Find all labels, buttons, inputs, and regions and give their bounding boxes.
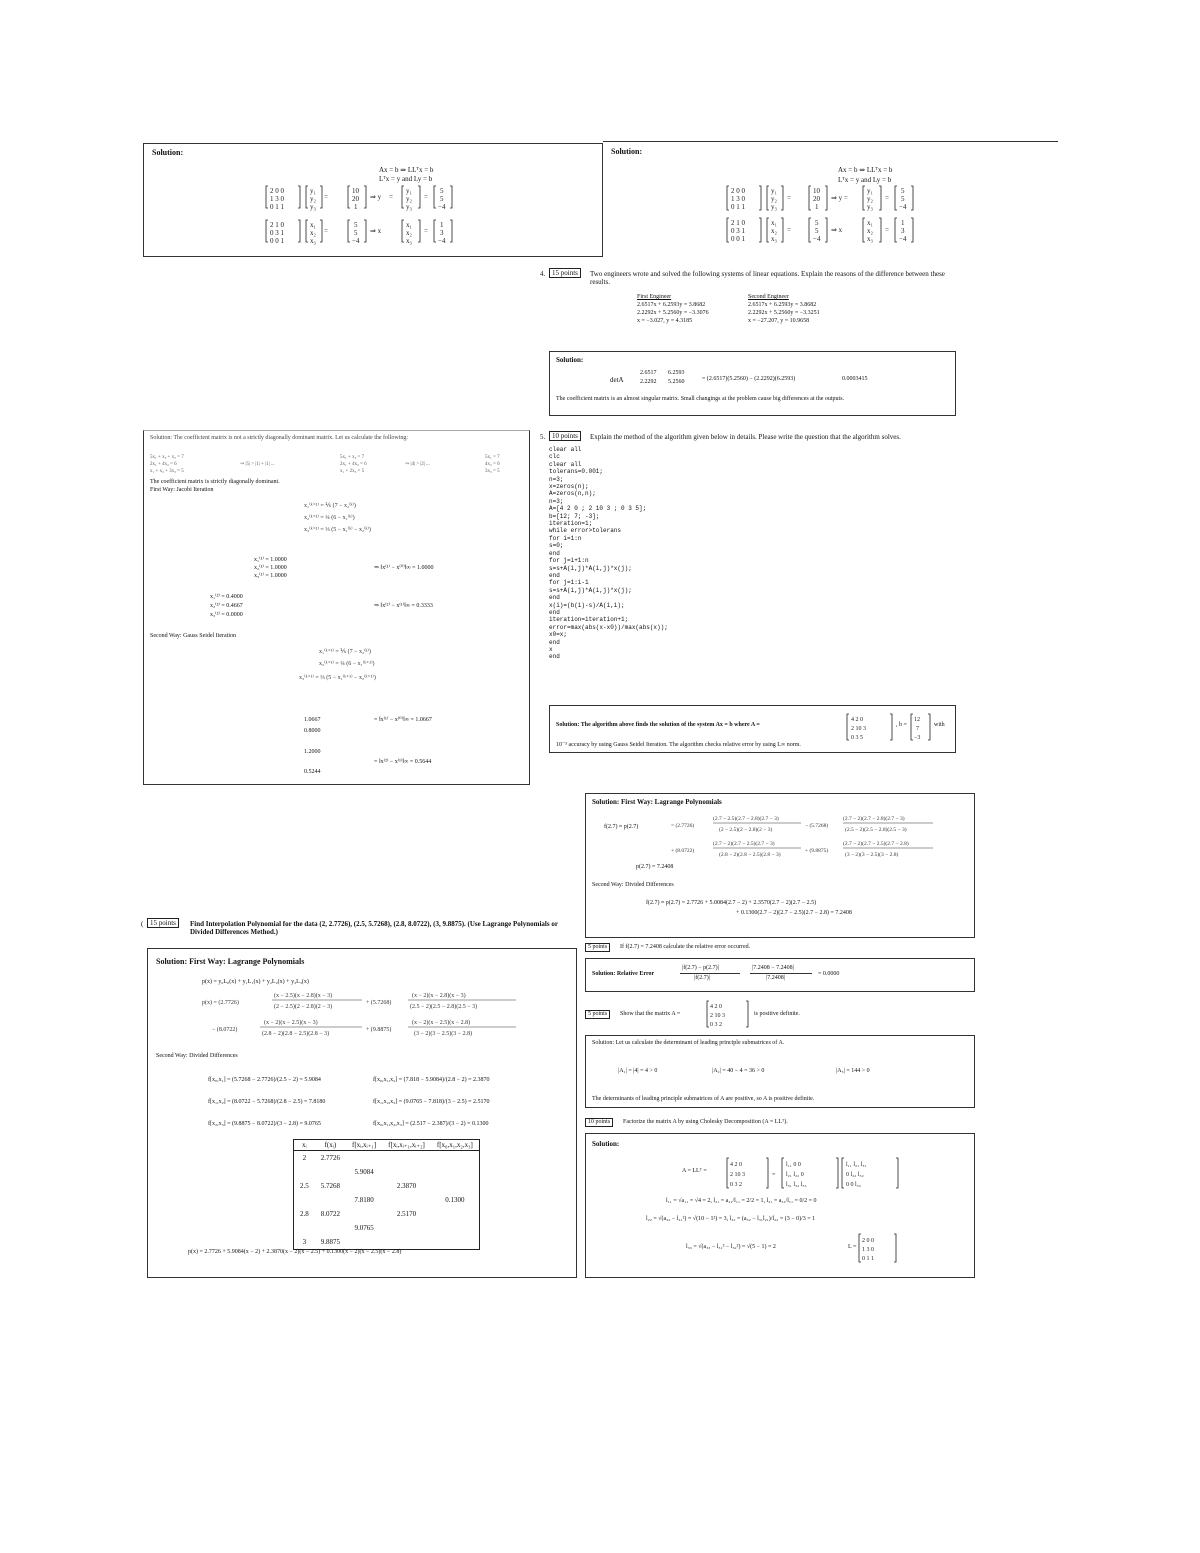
svg-text:⇒ |5| > |1| + |1| ...: ⇒ |5| > |1| + |1| ... — [240, 462, 275, 467]
svg-text:+ (8.0722): + (8.0722) — [671, 848, 695, 854]
svg-text:l₁₁ 0 0: l₁₁ 0 0 — [786, 1162, 801, 1168]
svg-text:⇒ x: ⇒ x — [831, 226, 843, 234]
svg-text:0 1 1: 0 1 1 — [270, 203, 284, 211]
equation-line: Lᵀx = y and Ly = b — [379, 175, 433, 183]
approx-label: f(2.7) ≈ p(2.7) — [604, 824, 639, 830]
svg-text:x₁⁽ᵏ⁺¹⁾ = ⅕ (7 − x₂⁽ᵏ⁾): x₁⁽ᵏ⁺¹⁾ = ⅕ (7 − x₂⁽ᵏ⁾) — [304, 503, 356, 509]
gs-value: 0.8000 — [304, 728, 321, 734]
svg-text:y₃: y₃ — [406, 203, 412, 211]
note-text: The coefficient matrix is strictly diagonally dominant. — [150, 479, 280, 485]
table-cell: 2.5 — [300, 1182, 309, 1190]
svg-text:−4: −4 — [352, 237, 360, 245]
svg-text:−4: −4 — [899, 235, 907, 243]
l-matrix — [858, 1232, 900, 1266]
svg-text:y₂: y₂ — [310, 195, 316, 203]
svg-text:1: 1 — [815, 203, 819, 211]
fraction-bar — [750, 973, 812, 974]
matrix-a — [846, 712, 896, 744]
svg-text:−3: −3 — [914, 735, 921, 741]
svg-text:=: = — [885, 226, 889, 234]
svg-text:(3 − 2)(3 − 2.5)(3 − 2.8): (3 − 2)(3 − 2.5)(3 − 2.8) — [845, 852, 899, 858]
matrix-entry: 2.2292 — [640, 379, 657, 385]
svg-text:5x₁ + x₂ + x₃ = 7: 5x₁ + x₂ + x₃ = 7 — [150, 455, 184, 460]
svg-text:2 0 0: 2 0 0 — [270, 187, 284, 195]
iterate-value: x₃⁽¹⁾ = 1.0000 — [254, 573, 287, 579]
second-way-heading: Second Way: Divided Differences — [592, 882, 674, 888]
question-text: Two engineers wrote and solved the following systems of linear equations. Explain the reasons of the difference between these results. — [590, 270, 945, 286]
svg-text:x₃: x₃ — [310, 237, 316, 245]
svg-text:y₂: y₂ — [771, 195, 777, 203]
svg-text:5: 5 — [901, 187, 905, 195]
question-number: 5. — [540, 433, 546, 441]
svg-text:20: 20 — [813, 195, 820, 203]
matrix-a — [706, 999, 750, 1031]
table-cell: 7.8180 — [354, 1196, 374, 1204]
table-cell: 5.7268 — [320, 1182, 340, 1190]
svg-text:x₂⁽ᵏ⁺¹⁾ = ¼ (6 − x₁⁽ᵏ⁾): x₂⁽ᵏ⁺¹⁾ = ¼ (6 − x₁⁽ᵏ⁾) — [304, 515, 355, 521]
matrix-equations — [264, 182, 484, 257]
svg-text:+ (9.8875): + (9.8875) — [805, 848, 829, 854]
divided-difference: f[x₀,x₁] = (5.7268 − 2.7726)/(2.5 − 2) = 5.9084 — [208, 1077, 321, 1083]
table-cell: 5.9084 — [354, 1168, 374, 1176]
lagrange-right-panel — [585, 793, 975, 938]
svg-text:1: 1 — [354, 203, 358, 211]
jacobi-formulas — [304, 499, 484, 535]
svg-text:x₂: x₂ — [771, 227, 777, 235]
question-text: Explain the method of the algorithm given below in details. Please write the question that the algorithm solves. — [590, 433, 901, 441]
svg-text:x₁ + x₂ + 3x₃ = 5: x₁ + x₂ + 3x₃ = 5 — [150, 469, 184, 474]
solution-heading: Solution: — [592, 1140, 620, 1148]
svg-text:5x₁ = 7: 5x₁ = 7 — [485, 455, 500, 460]
gauss-seidel-formulas — [299, 645, 499, 685]
cholesky-panel — [585, 1133, 975, 1278]
svg-text:⇒ y: ⇒ y — [370, 193, 382, 201]
relative-error-panel — [585, 958, 975, 992]
svg-text:1 3 0: 1 3 0 — [731, 195, 745, 203]
table-cell: 2 — [302, 1154, 307, 1162]
table-header: f[x₀,x₁,x₂,x₃] — [431, 1140, 480, 1151]
table-cell: 8.0722 — [320, 1210, 340, 1218]
positive-definite-panel — [585, 1035, 975, 1108]
svg-text:2x₁ + 4x₂ = 6: 2x₁ + 4x₂ = 6 — [150, 462, 177, 467]
svg-text:1: 1 — [440, 221, 444, 229]
iterate-value: x₂⁽¹⁾ = 1.0000 — [254, 565, 287, 571]
svg-text:y₁: y₁ — [310, 187, 316, 195]
norm-value: ⇒ ‖x⁽²⁾ − x⁽¹⁾‖∞ = 0.3333 — [374, 603, 433, 609]
l-entries: l₁₁ = √a₁₁ = √4 = 2, l₂₁ = a₂₁/l₁₁ = 2/2 = 1, l₃₁ = a₃₁/l₁₁ = 0/2 = 0 — [666, 1198, 817, 1204]
svg-text:p(x) = (2.7726): p(x) = (2.7726) — [202, 1000, 239, 1006]
svg-text:(x − 2)(x − 2.5)(x − 2.8): (x − 2)(x − 2.5)(x − 2.8) — [412, 1020, 471, 1026]
svg-text:2 10 3: 2 10 3 — [851, 726, 866, 732]
norm-value: = ‖x⁽¹⁾ − x⁽⁰⁾‖∞ = 1.0667 — [374, 717, 432, 723]
table-cell: 9.8875 — [320, 1238, 340, 1246]
svg-text:2 1 0: 2 1 0 — [270, 221, 284, 229]
svg-text:(2.7 − 2)(2.7 − 2.5)(2.7 − 2.8: (2.7 − 2)(2.7 − 2.5)(2.7 − 2.8) — [843, 841, 909, 847]
svg-text:(2.7 − 2)(2.7 − 2.8)(2.7 − 3): (2.7 − 2)(2.7 − 2.8)(2.7 − 3) — [843, 816, 905, 822]
svg-text:2 0 0: 2 0 0 — [862, 1238, 874, 1244]
svg-text:x₁: x₁ — [867, 219, 873, 227]
svg-text:(x − 2)(x − 2.5)(x − 3): (x − 2)(x − 2.5)(x − 3) — [264, 1020, 318, 1026]
svg-text:(2 − 2.5)(2 − 2.8)(2 − 3): (2 − 2.5)(2 − 2.8)(2 − 3) — [274, 1004, 333, 1010]
svg-text:1 3 0: 1 3 0 — [862, 1247, 874, 1253]
svg-text:(2 − 2.5)(2 − 2.8)(2 − 3): (2 − 2.5)(2 − 2.8)(2 − 3) — [719, 827, 773, 833]
det-label: detA — [610, 376, 624, 384]
svg-text:0 3 2: 0 3 2 — [730, 1182, 742, 1188]
gs-value: 1.2000 — [304, 749, 321, 755]
table-header: f[xᵢ,xᵢ₊₁,xᵢ₊₂] — [382, 1140, 431, 1151]
table-row — [294, 1165, 480, 1179]
solution-panel-top-right — [603, 141, 1058, 253]
svg-text:y₃: y₃ — [310, 203, 316, 211]
table-cell: 3 — [302, 1238, 307, 1246]
svg-text:5: 5 — [815, 219, 819, 227]
svg-text:=: = — [885, 194, 889, 202]
question-text: Show that the matrix A = — [620, 1011, 681, 1017]
lagrange-expansion — [202, 989, 562, 1041]
det-value: 0.0003415 — [842, 376, 868, 382]
matrix-equations — [725, 182, 945, 253]
dd-line: + 0.1300(2.7 − 2)(2.7 − 2.5)(2.7 − 2.8) = 7.2408 — [736, 910, 852, 916]
engineer-title: Second Engineer — [748, 294, 789, 300]
question-text: If f(2.7) = 7.2408 calculate the relative error occurred. — [620, 944, 751, 950]
table-row — [294, 1221, 480, 1235]
equation-line: 2.6517x + 6.2593y = 3.8682 — [748, 302, 817, 308]
svg-text:=: = — [787, 226, 791, 234]
svg-text:7: 7 — [916, 726, 919, 732]
conclusion-text: The determinants of leading principle submatrices of A are positive, so A is positive definite. — [592, 1096, 815, 1102]
svg-text:⇒ |4| > |2| ...: ⇒ |4| > |2| ... — [405, 462, 430, 467]
gs-value: 0.5244 — [304, 769, 321, 775]
svg-text:+ (5.7268): + (5.7268) — [366, 1000, 392, 1006]
svg-text:=: = — [324, 227, 328, 235]
interpolation-panel — [147, 948, 577, 1278]
svg-text:1: 1 — [901, 219, 905, 227]
equation-line: 2.6517x + 6.2593y = 3.8682 — [637, 302, 706, 308]
svg-text:2 1 0: 2 1 0 — [731, 219, 745, 227]
table-row — [294, 1151, 480, 1166]
matrix-entry: 6.2593 — [668, 370, 685, 376]
points-badge: 15 points — [549, 268, 581, 278]
svg-text:4 2 0: 4 2 0 — [851, 717, 863, 723]
divided-difference-table — [293, 1139, 480, 1250]
points-badge: 10 points — [585, 1118, 613, 1127]
p-definition: p(x) = y₀L₀(x) + y₁L₁(x) + y₂L₂(x) + y₃L₃(x) — [202, 979, 309, 985]
svg-text:12: 12 — [914, 717, 920, 723]
svg-text:2x₁ + 4x₂ = 6: 2x₁ + 4x₂ = 6 — [340, 462, 367, 467]
table-row — [294, 1179, 480, 1193]
l-label: L = — [848, 1244, 857, 1250]
svg-text:l₁₁ l₂₁ l₃₁: l₁₁ l₂₁ l₃₁ — [846, 1162, 867, 1168]
solution-text: Solution: Relative Error — [592, 971, 655, 977]
svg-text:⇒ x: ⇒ x — [370, 227, 382, 235]
svg-text:10: 10 — [813, 187, 820, 195]
svg-text:y₂: y₂ — [867, 195, 873, 203]
svg-text:(2.7 − 2)(2.7 − 2.5)(2.7 − 3): (2.7 − 2)(2.7 − 2.5)(2.7 − 3) — [713, 841, 775, 847]
table-row — [294, 1207, 480, 1221]
svg-text:20: 20 — [352, 195, 359, 203]
svg-text:+ (9.8875): + (9.8875) — [366, 1027, 392, 1033]
determinant-value: |A₂| = 40 − 4 = 36 > 0 — [712, 1068, 765, 1074]
svg-text:x₃: x₃ — [867, 235, 873, 243]
solution-heading: Solution: First Way: Lagrange Polynomials — [156, 957, 305, 966]
table-header: f(xᵢ) — [315, 1140, 346, 1151]
svg-text:−4: −4 — [899, 203, 907, 211]
svg-text:10: 10 — [352, 187, 359, 195]
table-header: f[xᵢ,xᵢ₊₁] — [346, 1140, 382, 1151]
divided-difference: f[x₁,x₂,x₃] = (9.0765 − 7.818)/(3 − 2.5) = 2.5170 — [373, 1099, 490, 1105]
solution-text: , b = — [896, 722, 907, 728]
question-text: is positive definite. — [754, 1011, 800, 1017]
svg-text:0 3 1: 0 3 1 — [731, 227, 745, 235]
table-cell: 2.3870 — [396, 1182, 417, 1190]
svg-text:1 3 0: 1 3 0 — [270, 195, 284, 203]
question-text: Find Interpolation Polynomial for the data (2, 2.7726), (2.5, 5.7268), (2.8, 8.0722), (3, 9.8875). (Use Lagrange Polynomials or Divided Differences Method.) — [190, 920, 558, 936]
svg-text:−4: −4 — [813, 235, 821, 243]
svg-text:3x₃ = 5: 3x₃ = 5 — [485, 469, 500, 474]
svg-text:0 1 1: 0 1 1 — [862, 1256, 874, 1262]
svg-text:x₂⁽ᵏ⁺¹⁾ = ¼ (6 − x₁⁽ᵏ⁺¹⁾): x₂⁽ᵏ⁺¹⁾ = ¼ (6 − x₁⁽ᵏ⁺¹⁾) — [319, 661, 375, 667]
equation-line: Ax = b ⇒ LLᵀx = b — [838, 166, 893, 174]
divided-difference: f[x₁,x₂] = (8.0722 − 5.7268)/(2.8 − 2.5) = 7.8180 — [208, 1099, 326, 1105]
divided-difference: f[x₀,x₁,x₂,x₃] = (2.517 − 2.387)/(3 − 2) = 0.1300 — [373, 1121, 489, 1127]
fraction-denominator: |f(2.7)| — [694, 975, 710, 981]
svg-text:4 2 0: 4 2 0 — [710, 1004, 722, 1010]
matrix-entry: 5.2560 — [668, 379, 685, 385]
equation-line: Ax = b ⇒ LLᵀx = b — [379, 166, 434, 174]
iterate-value: x₁⁽¹⁾ = 1.0000 — [254, 557, 287, 563]
svg-text:y₁: y₁ — [406, 187, 412, 195]
svg-text:(2.5 − 2)(2.5 − 2.8)(2.5 − 3): (2.5 − 2)(2.5 − 2.8)(2.5 − 3) — [845, 827, 907, 833]
table-cell: 2.5170 — [396, 1210, 417, 1218]
second-way-heading: Second Way: Divided Differences — [156, 1053, 238, 1059]
svg-text:=: = — [389, 193, 393, 201]
svg-text:− (5.7268): − (5.7268) — [805, 823, 829, 829]
table-cell: 0.1300 — [445, 1196, 465, 1204]
solution-text: 10⁻³ accuracy by using Gauss Seidel Iteration. The algorithm checks relative error by using L∞ norm. — [556, 742, 801, 748]
svg-text:y₃: y₃ — [867, 203, 873, 211]
points-badge: 5 points — [585, 1010, 610, 1019]
svg-text:=: = — [787, 194, 791, 202]
engineer-title: First Engineer — [637, 294, 672, 300]
relative-error-value: = 0.0000 — [818, 971, 840, 977]
iterate-value: x₃⁽²⁾ = 0.0000 — [210, 612, 243, 618]
svg-text:2 0 0: 2 0 0 — [731, 187, 745, 195]
svg-text:y₂: y₂ — [406, 195, 412, 203]
solution-heading: Solution: — [556, 356, 584, 364]
solution-intro: Solution: The coefficient matrix is not a strictly diagonally dominant matrix. Let us calculate the following: — [150, 435, 409, 441]
solution-heading: Solution: — [611, 147, 643, 156]
svg-text:4x₂ = 6: 4x₂ = 6 — [485, 462, 500, 467]
svg-text:(2.8 − 2)(2.8 − 2.5)(2.8 − 3): (2.8 − 2)(2.8 − 2.5)(2.8 − 3) — [262, 1031, 330, 1037]
svg-text:(2.5 − 2)(2.5 − 2.8)(2.5 − 3): (2.5 − 2)(2.5 − 2.8)(2.5 − 3) — [410, 1004, 478, 1010]
svg-text:⇒ y =: ⇒ y = — [831, 194, 848, 202]
svg-text:0 3 5: 0 3 5 — [851, 735, 863, 741]
svg-text:(x − 2.5)(x − 2.8)(x − 3): (x − 2.5)(x − 2.8)(x − 3) — [274, 993, 333, 999]
svg-text:x₃⁽ᵏ⁺¹⁾ = ⅓ (5 − x₁⁽ᵏ⁺¹⁾ − x₂⁽: x₃⁽ᵏ⁺¹⁾ = ⅓ (5 − x₁⁽ᵏ⁺¹⁾ − x₂⁽ᵏ⁺¹⁾) — [299, 675, 376, 681]
l-entries: l₃₃ = √(a₃₃ − l₃₁² − l₃₂²) = √(5 − 1) = 2 — [686, 1244, 776, 1250]
cholesky-matrices — [726, 1154, 916, 1194]
svg-text:(2.8 − 2)(2.8 − 2.5)(2.8 − 3): (2.8 − 2)(2.8 − 2.5)(2.8 − 3) — [719, 852, 781, 858]
solution-text: with — [934, 722, 945, 728]
solution-panel-top-left — [143, 143, 603, 257]
svg-text:0 0 1: 0 0 1 — [270, 237, 284, 245]
solution-text: Solution: Let us calculate the determinant of leading principle submatrices of A. — [592, 1040, 785, 1046]
det-expression: = (2.6517)(5.2560) − (2.2292)(6.2593) — [702, 376, 796, 382]
determinant-value: |A₁| = |4| = 4 > 0 — [618, 1068, 658, 1074]
table-row — [294, 1235, 480, 1250]
solution-text: Solution: The algorithm above finds the solution of the system Ax = b where A = — [556, 722, 760, 728]
matrix-entry: 2.6517 — [640, 370, 657, 376]
svg-text:2 10 3: 2 10 3 — [710, 1013, 725, 1019]
svg-text:3: 3 — [440, 229, 444, 237]
svg-text:−4: −4 — [438, 203, 446, 211]
svg-text:x₁: x₁ — [406, 221, 412, 229]
svg-text:(3 − 2)(3 − 2.5)(3 − 2.8): (3 − 2)(3 − 2.5)(3 − 2.8) — [414, 1031, 473, 1037]
p-value: p(2.7) = 7.2408 — [636, 864, 674, 870]
table-cell: 2.7726 — [320, 1154, 340, 1162]
equation-line: x = −3.027, y = 4.3185 — [637, 318, 693, 324]
svg-text:=: = — [324, 193, 328, 201]
svg-text:x₁: x₁ — [771, 219, 777, 227]
svg-text:(2.7 − 2.5)(2.7 − 2.8)(2.7 − 3: (2.7 − 2.5)(2.7 − 2.8)(2.7 − 3) — [713, 816, 779, 822]
question-text: Factorize the matrix A by using Cholesky Decomposition (A = LLᵀ). — [623, 1119, 788, 1125]
svg-text:0 0 l₃₃: 0 0 l₃₃ — [846, 1182, 861, 1188]
svg-text:4 2 0: 4 2 0 — [730, 1162, 742, 1168]
gs-value: 1.0667 — [304, 717, 321, 723]
svg-text:5: 5 — [440, 187, 444, 195]
svg-text:0 0 1: 0 0 1 — [731, 235, 745, 243]
table-cell: 2.8 — [300, 1210, 309, 1218]
iterate-value: x₂⁽²⁾ = 0.4667 — [210, 603, 243, 609]
svg-text:5x₁ + x₂ = 7: 5x₁ + x₂ = 7 — [340, 455, 365, 460]
svg-text:l₂₁ l₂₂ 0: l₂₁ l₂₂ 0 — [786, 1172, 804, 1178]
fraction-numerator: |f(2.7) − p(2.7)| — [682, 965, 719, 971]
table-header: xᵢ — [294, 1140, 315, 1151]
vector-b — [910, 712, 932, 744]
svg-text:5: 5 — [901, 195, 905, 203]
solution-text: The coefficient matrix is an almost singular matrix. Small changings at the problem cause big differences at the outputs. — [556, 396, 845, 402]
svg-text:(x − 2)(x − 2.8)(x − 3): (x − 2)(x − 2.8)(x − 3) — [412, 993, 466, 999]
solution-heading: Solution: First Way: Lagrange Polynomials — [592, 798, 722, 806]
svg-text:3: 3 — [901, 227, 905, 235]
svg-text:x₁: x₁ — [310, 221, 316, 229]
points-badge: 5 points — [585, 943, 610, 952]
svg-text:=: = — [424, 193, 428, 201]
equation-line: 2.2292x + 5.2560y = −3.3251 — [748, 310, 820, 316]
l-entries: l₂₂ = √(a₂₂ − l₂₁²) = √(10 − 1²) = 3, l₃₂ = (a₃₂ − l₃₁l₂₁)/l₂₂ = (3 − 0)/3 = 1 — [646, 1216, 816, 1222]
final-polynomial: p(x) = 2.7726 + 5.9084(x − 2) + 2.3870(x − 2)(x − 2.5) + 0.1300(x − 2)(x − 2.5)(x − 2.8) — [188, 1249, 402, 1255]
svg-text:0 3 2: 0 3 2 — [710, 1022, 722, 1028]
svg-text:− (8.0722): − (8.0722) — [212, 1027, 238, 1033]
svg-text:y₃: y₃ — [771, 203, 777, 211]
iterate-value: x₁⁽²⁾ = 0.4000 — [210, 594, 243, 600]
divided-difference: f[x₂,x₃] = (9.8875 − 8.0722)/(3 − 2.8) = 9.0765 — [208, 1121, 321, 1127]
q5-solution-panel — [549, 705, 956, 753]
question-number: 4. — [540, 270, 546, 278]
lagrange-terms — [671, 812, 971, 862]
second-way-heading: Second Way: Gauss Seidel Iteration — [150, 633, 237, 639]
equation-line: Lᵀx = y and Ly = b — [838, 176, 892, 184]
fraction-denominator: |7.2408| — [766, 975, 785, 981]
svg-text:0 l₂₂ l₃₂: 0 l₂₂ l₃₂ — [846, 1172, 864, 1178]
svg-text:x₂: x₂ — [406, 229, 412, 237]
svg-text:=: = — [424, 227, 428, 235]
dd-line: f(2.7) ≈ p(2.7) = 2.7726 + 5.0084(2.7 − 2) + 2.3570(2.7 − 2)(2.7 − 2.5) — [646, 900, 817, 906]
svg-text:y₁: y₁ — [771, 187, 777, 195]
equation-line: 2.2292x + 5.2560y = −3.3076 — [637, 310, 709, 316]
svg-text:−4: −4 — [438, 237, 446, 245]
svg-text:x₃⁽ᵏ⁺¹⁾ = ⅓ (5 − x₁⁽ᵏ⁾ − x₂⁽ᵏ⁾: x₃⁽ᵏ⁺¹⁾ = ⅓ (5 − x₁⁽ᵏ⁾ − x₂⁽ᵏ⁾) — [304, 527, 371, 533]
norm-value: ⇒ ‖x⁽¹⁾ − x⁽⁰⁾‖∞ = 1.0000 — [374, 565, 434, 571]
question-number: ( — [141, 920, 144, 928]
solution-heading: Solution: — [152, 148, 184, 157]
points-badge: 15 points — [147, 918, 179, 928]
svg-text:5: 5 — [815, 227, 819, 235]
q4-solution-panel — [549, 351, 956, 416]
jacobi-panel — [143, 430, 530, 785]
diagonal-dominance-checks — [150, 451, 525, 477]
fraction-bar — [680, 973, 740, 974]
table-cell: 9.0765 — [354, 1224, 374, 1232]
determinant-value: |A₃| = 144 > 0 — [836, 1068, 870, 1074]
svg-text:x₂: x₂ — [867, 227, 873, 235]
svg-text:5: 5 — [440, 195, 444, 203]
svg-text:0 1 1: 0 1 1 — [731, 203, 745, 211]
decomposition-equation: A = LLᵀ = — [682, 1168, 707, 1174]
fraction-numerator: |7.2408 − 7.2408| — [752, 965, 794, 971]
points-badge: 10 points — [549, 431, 581, 441]
svg-text:x₃: x₃ — [406, 237, 412, 245]
equation-line: x = −27.207, y = 10.9658 — [748, 318, 810, 324]
first-way-heading: First Way: Jacobi Iteration — [150, 487, 214, 493]
svg-text:5: 5 — [354, 229, 358, 237]
svg-text:x₂: x₂ — [310, 229, 316, 237]
svg-text:x₁ + 2x₃ = 5: x₁ + 2x₃ = 5 — [340, 469, 365, 474]
svg-text:l₃₁ l₃₂ l₃₃: l₃₁ l₃₂ l₃₃ — [786, 1182, 807, 1188]
svg-text:y₁: y₁ — [867, 187, 873, 195]
svg-text:x₃: x₃ — [771, 235, 777, 243]
svg-text:x₁⁽ᵏ⁺¹⁾ = ⅕ (7 − x₂⁽ᵏ⁾): x₁⁽ᵏ⁺¹⁾ = ⅕ (7 − x₂⁽ᵏ⁾) — [319, 649, 371, 655]
svg-text:5: 5 — [354, 221, 358, 229]
svg-text:0 3 1: 0 3 1 — [270, 229, 284, 237]
svg-text:=: = — [772, 1172, 776, 1178]
svg-text:2 10 3: 2 10 3 — [730, 1172, 745, 1178]
norm-value: = ‖x⁽²⁾ − x⁽¹⁾‖∞ = 0.5644 — [374, 759, 432, 765]
svg-text:= (2.7726): = (2.7726) — [671, 823, 695, 829]
table-row — [294, 1193, 480, 1207]
divided-difference: f[x₀,x₁,x₂] = (7.818 − 5.9084)/(2.8 − 2) = 2.3870 — [373, 1077, 490, 1083]
algorithm-code: clear all clc clear all tolerans=0.001; n=3; x=zeros(n); A=zeros(n,n); n=3; A=[4 2 0 ; 2 10 3 ; 0 3 5]; b=[12; 7; -3]; iteration=1; while error>tolerans for i=1:n s=0; end for j=i+1:n s=s+A(i,j)*A(i,j)*x(j); end for j=1:i-1 s=s+A(i,j)*A(i,j)*x(j); end x(i)=(b(i)-s)/A(i,i); end iteration=iteration+1; error=max(abs(x-x0))/max(abs(x)); x0=x; end x end — [549, 446, 668, 661]
